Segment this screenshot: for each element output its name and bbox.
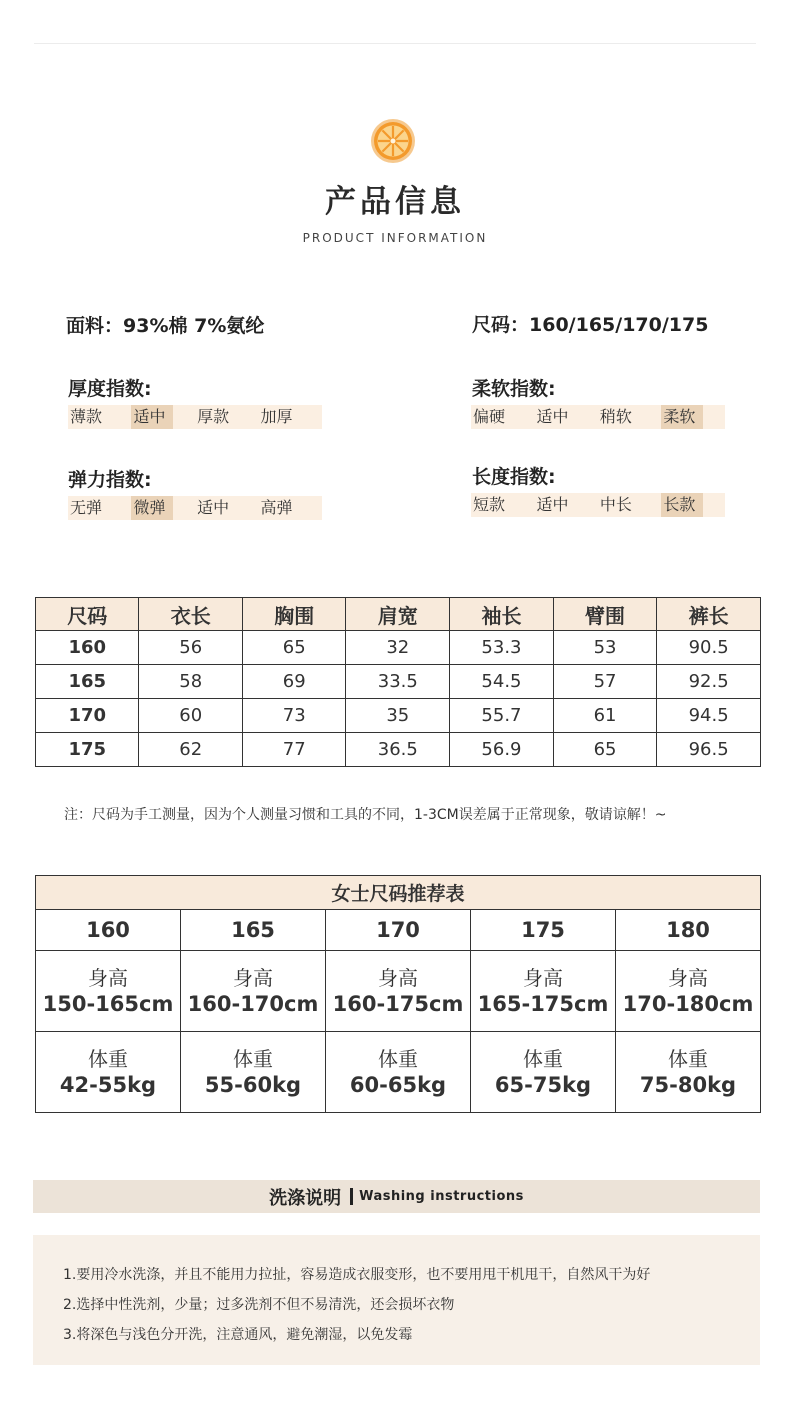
washing-instructions — [33, 1235, 760, 1365]
size-spec: 尺码：160/165/170/175 — [472, 314, 709, 336]
table-cell: 32 — [346, 631, 450, 665]
weight-cell — [616, 1032, 761, 1113]
table-cell: 65 — [553, 733, 656, 767]
washing-title-en: Washing instructions — [359, 1189, 524, 1204]
height-value: 170-180cm — [622, 992, 754, 1016]
height-value: 165-175cm — [477, 992, 609, 1016]
table-cell: 57 — [553, 665, 656, 699]
recommend-title: 女士尺码推荐表 — [36, 876, 761, 910]
orange-slice-icon — [370, 118, 416, 164]
measurement-note: 注：尺码为手工测量，因为个人测量习惯和工具的不同，1-3CM误差属于正常现象，敬请谅解！~ — [64, 807, 667, 823]
recommend-size: 175 — [471, 910, 616, 951]
weight-value: 55-60kg — [204, 1073, 302, 1097]
length-title: 长度指数: — [472, 466, 556, 488]
recommend-table — [35, 875, 761, 1113]
table-cell: 96.5 — [657, 733, 761, 767]
table-cell: 77 — [242, 733, 345, 767]
table-cell: 33.5 — [346, 665, 450, 699]
recommend-height-row — [36, 951, 761, 1032]
elasticity-title: 弹力指数: — [68, 469, 152, 491]
length-option-selected: 长款 — [661, 493, 703, 517]
height-label: 身高 — [668, 966, 708, 990]
softness-title: 柔软指数: — [472, 378, 556, 400]
weight-label: 体重 — [233, 1047, 273, 1071]
header-length: 衣长 — [139, 598, 242, 631]
height-cell — [616, 951, 761, 1032]
table-cell: 69 — [242, 665, 345, 699]
table-row — [36, 665, 761, 699]
softness-option: 稍软 — [599, 407, 632, 426]
height-value: 160-175cm — [332, 992, 464, 1016]
table-cell: 54.5 — [450, 665, 554, 699]
length-option: 适中 — [536, 495, 569, 514]
size-table — [35, 597, 761, 767]
table-row — [36, 733, 761, 767]
height-label: 身高 — [378, 966, 418, 990]
top-divider — [34, 43, 756, 44]
table-cell: 65 — [242, 631, 345, 665]
weight-cell — [181, 1032, 326, 1113]
table-cell: 62 — [139, 733, 242, 767]
header-bust: 胸围 — [242, 598, 345, 631]
table-cell: 90.5 — [657, 631, 761, 665]
header-arm: 臂围 — [553, 598, 656, 631]
table-cell: 53.3 — [450, 631, 554, 665]
elasticity-index — [68, 496, 322, 520]
size-table-header — [36, 598, 761, 631]
washing-header — [33, 1180, 760, 1213]
header-pants: 裤长 — [657, 598, 761, 631]
table-cell: 94.5 — [657, 699, 761, 733]
table-cell: 170 — [36, 699, 139, 733]
elasticity-option-selected: 微弹 — [131, 496, 173, 520]
table-cell: 56 — [139, 631, 242, 665]
weight-value: 65-75kg — [494, 1073, 592, 1097]
thickness-option-selected: 适中 — [131, 405, 173, 429]
height-label: 身高 — [523, 966, 563, 990]
washing-line: 2.选择中性洗剂，少量；过多洗剂不但不易清洗，还会损坏衣物 — [63, 1297, 455, 1313]
table-cell: 60 — [139, 699, 242, 733]
table-cell: 56.9 — [450, 733, 554, 767]
height-cell — [326, 951, 471, 1032]
thickness-option: 加厚 — [260, 407, 293, 426]
recommend-size: 165 — [181, 910, 326, 951]
thickness-option: 薄款 — [70, 407, 103, 426]
table-cell: 175 — [36, 733, 139, 767]
length-option: 中长 — [599, 495, 632, 514]
length-index — [471, 493, 725, 517]
thickness-index — [68, 405, 322, 429]
header-size: 尺码 — [36, 598, 139, 631]
table-cell: 53 — [553, 631, 656, 665]
weight-label: 体重 — [88, 1047, 128, 1071]
table-cell: 160 — [36, 631, 139, 665]
weight-value: 75-80kg — [639, 1073, 737, 1097]
recommend-size: 160 — [36, 910, 181, 951]
weight-label: 体重 — [668, 1047, 708, 1071]
fabric-spec: 面料：93%棉 7%氨纶 — [66, 315, 265, 337]
page-subtitle: PRODUCT INFORMATION — [302, 231, 488, 245]
softness-option: 适中 — [536, 407, 569, 426]
washing-title: 洗涤说明 — [269, 1187, 342, 1209]
height-cell — [181, 951, 326, 1032]
recommend-weight-row — [36, 1032, 761, 1113]
weight-value: 42-55kg — [59, 1073, 157, 1097]
height-cell — [471, 951, 616, 1032]
elasticity-option: 无弹 — [70, 498, 103, 517]
washing-line: 3.将深色与浅色分开洗，注意通风，避免潮湿，以免发霉 — [63, 1327, 413, 1343]
table-row — [36, 699, 761, 733]
thickness-option: 厚款 — [197, 407, 230, 426]
table-cell: 55.7 — [450, 699, 554, 733]
page-title: 产品信息 — [325, 184, 465, 220]
softness-option: 偏硬 — [473, 407, 506, 426]
table-cell: 61 — [553, 699, 656, 733]
elasticity-option: 适中 — [197, 498, 230, 517]
table-cell: 58 — [139, 665, 242, 699]
recommend-size: 180 — [616, 910, 761, 951]
recommend-title-row — [36, 876, 761, 910]
weight-cell — [471, 1032, 616, 1113]
washing-line: 1.要用冷水洗涤，并且不能用力拉扯，容易造成衣服变形，也不要用甩干机甩干，自然风干为好 — [63, 1267, 651, 1283]
height-cell — [36, 951, 181, 1032]
table-cell: 36.5 — [346, 733, 450, 767]
header-sleeve: 袖长 — [450, 598, 554, 631]
height-value: 160-170cm — [187, 992, 319, 1016]
weight-cell — [326, 1032, 471, 1113]
table-cell: 165 — [36, 665, 139, 699]
thickness-title: 厚度指数: — [68, 378, 152, 400]
recommend-size: 170 — [326, 910, 471, 951]
weight-label: 体重 — [523, 1047, 563, 1071]
weight-cell — [36, 1032, 181, 1113]
softness-index — [471, 405, 725, 429]
weight-value: 60-65kg — [349, 1073, 447, 1097]
table-row — [36, 631, 761, 665]
height-label: 身高 — [88, 966, 128, 990]
weight-label: 体重 — [378, 1047, 418, 1071]
table-cell: 92.5 — [657, 665, 761, 699]
washing-separator — [350, 1188, 353, 1205]
elasticity-option: 高弹 — [260, 498, 293, 517]
recommend-size-row — [36, 910, 761, 951]
length-option: 短款 — [473, 495, 506, 514]
height-label: 身高 — [233, 966, 273, 990]
softness-option-selected: 柔软 — [661, 405, 703, 429]
table-cell: 35 — [346, 699, 450, 733]
header-shoulder: 肩宽 — [346, 598, 450, 631]
table-cell: 73 — [242, 699, 345, 733]
height-value: 150-165cm — [42, 992, 174, 1016]
